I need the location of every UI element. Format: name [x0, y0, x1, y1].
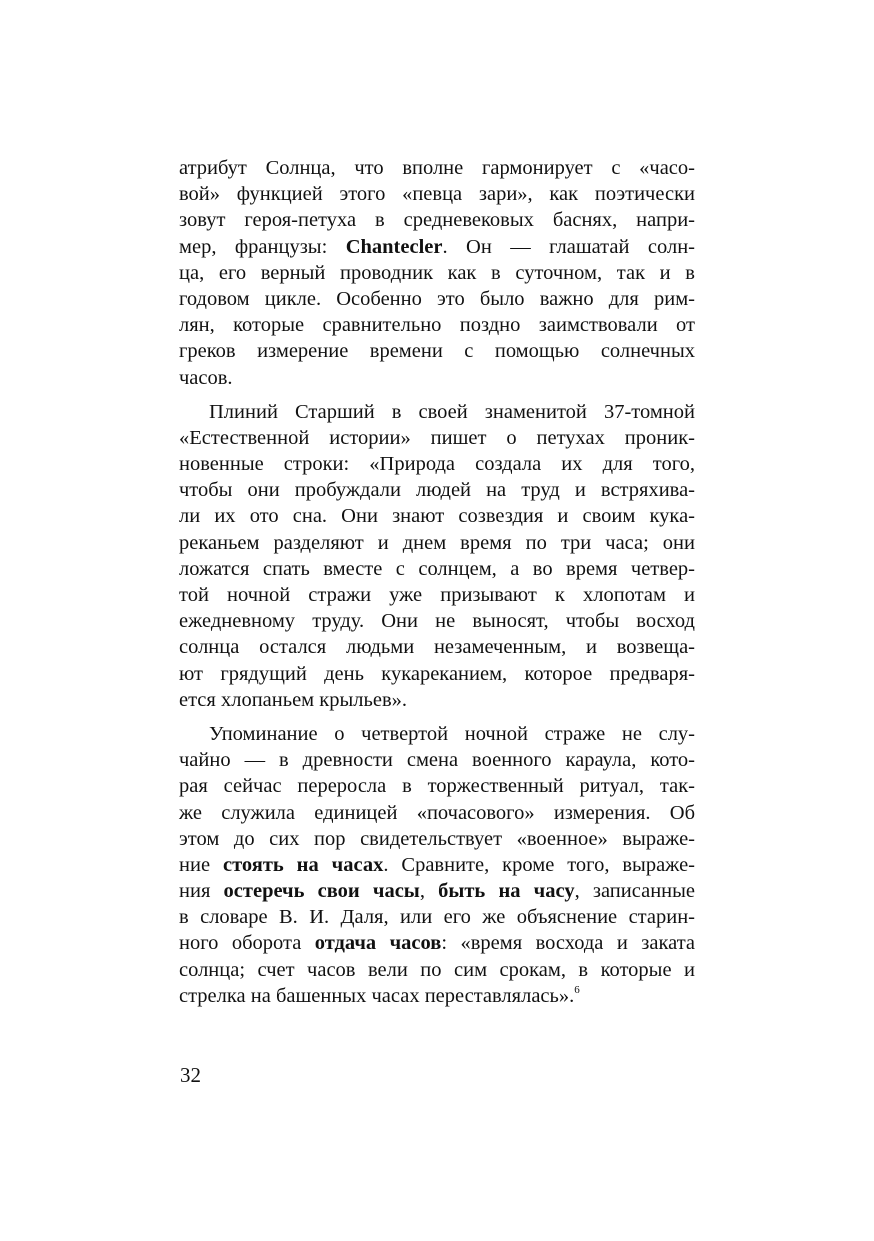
- footnote-marker: 6: [574, 983, 580, 996]
- text-line: [179, 556, 695, 582]
- text-segment: ли их ото сна. Они знают созвездия и своим кука-: [179, 505, 695, 528]
- text-line: [179, 477, 695, 503]
- text-segment: реканьем разделяют и днем время по три часа; они: [179, 531, 695, 554]
- text-segment: Плиний Старший в своей знаменитой 37-томной: [209, 400, 695, 423]
- text-line: [179, 451, 695, 477]
- text-line: [179, 207, 695, 233]
- text-segment: греков измерение времени с помощью солнечных: [179, 340, 695, 363]
- bold-term: стоять на часах: [222, 853, 384, 876]
- text-segment: стрелка на башенных часах переставлялась».: [179, 984, 575, 1007]
- text-segment: : «время восхода и заката: [441, 932, 695, 955]
- text-segment: же служила единицей «почасового» измерения. Об: [179, 801, 695, 824]
- text-segment: ется хлопаньем крыльев».: [179, 688, 407, 711]
- bold-term: Chantecler: [345, 235, 443, 258]
- text-line: [179, 773, 695, 799]
- text-segment: часов.: [179, 366, 233, 389]
- text-segment: ,: [419, 880, 439, 903]
- text-segment: Упоминание о четвертой ночной страже не слу-: [209, 722, 695, 745]
- text-segment: в словаре В. И. Даля, или его же объяснение старин-: [179, 906, 695, 929]
- text-segment: чтобы они пробуждали людей на труд и встряхива-: [179, 479, 695, 502]
- body-text: [179, 155, 695, 1009]
- bold-term: отдача часов: [314, 932, 442, 955]
- text-line: [179, 365, 695, 391]
- text-line: [179, 930, 695, 956]
- text-line: [179, 234, 695, 260]
- text-line: [179, 661, 695, 687]
- text-segment: «Естественной истории» пишет о петухах проник-: [179, 426, 695, 449]
- text-segment: . Он — глашатай солн-: [442, 235, 695, 258]
- text-line: [179, 181, 695, 207]
- text-line: [179, 260, 695, 286]
- text-segment: ния: [179, 880, 224, 903]
- text-line: [179, 852, 695, 878]
- text-line: [179, 425, 695, 451]
- text-segment: вой» функцией этого «певца зари», как поэтически: [179, 183, 695, 206]
- text-segment: ца, его верный проводник как в суточном, так и в: [179, 261, 695, 284]
- text-line: [179, 747, 695, 773]
- text-line: [179, 983, 695, 1009]
- text-segment: лян, которые сравнительно поздно заимствовали от: [179, 314, 695, 337]
- text-line: [179, 286, 695, 312]
- text-segment: . Сравните, кроме того, выраже-: [383, 853, 695, 876]
- text-segment: солнца; счет часов вели по сим срокам, в которые и: [179, 958, 695, 981]
- paragraph-gap: [179, 391, 695, 399]
- text-line: [179, 155, 695, 181]
- text-segment: зовут героя-петуха в средневековых баснях, напри-: [179, 209, 695, 232]
- text-segment: ного оборота: [179, 932, 315, 955]
- text-segment: новенные строки: «Природа создала их для того,: [179, 453, 695, 476]
- text-line: [179, 634, 695, 660]
- text-segment: годовом цикле. Особенно это было важно для рим-: [179, 287, 695, 310]
- text-segment: ют грядущий день кукареканием, которое предваря-: [179, 662, 695, 685]
- text-line: [179, 904, 695, 930]
- text-segment: мер, французы:: [179, 235, 346, 258]
- text-line: [179, 399, 695, 425]
- paragraph-gap: [179, 713, 695, 721]
- text-line: [179, 530, 695, 556]
- paragraph: [179, 721, 695, 1009]
- text-line: [179, 721, 695, 747]
- text-line: [179, 826, 695, 852]
- paragraph: [179, 399, 695, 713]
- text-line: [179, 582, 695, 608]
- text-segment: солнца остался людьми незамеченным, и возвеща-: [179, 636, 695, 659]
- paragraph: [179, 155, 695, 391]
- text-segment: чайно — в древности смена военного караула, кото-: [179, 749, 695, 772]
- text-segment: ложатся спать вместе с солнцем, а во время четвер-: [179, 557, 695, 580]
- text-segment: атрибут Солнца, что вполне гармонирует с «часо-: [179, 157, 695, 179]
- text-line: [179, 503, 695, 529]
- text-segment: рая сейчас переросла в торжественный ритуал, так-: [179, 775, 695, 798]
- text-line: [179, 608, 695, 634]
- text-line: [179, 312, 695, 338]
- text-line: [179, 957, 695, 983]
- bold-term: остеречь свои часы: [223, 880, 420, 903]
- text-line: [179, 800, 695, 826]
- text-segment: ежедневному труду. Они не выносят, чтобы восход: [179, 610, 695, 633]
- text-segment: этом до сих пор свидетельствует «военное» выраже-: [179, 827, 695, 850]
- text-line: [179, 687, 695, 713]
- text-segment: ние: [179, 853, 223, 876]
- text-segment: , записанные: [574, 880, 696, 903]
- text-segment: той ночной стражи уже призывают к хлопотам и: [179, 584, 695, 606]
- text-line: [179, 338, 695, 364]
- page-number: 32: [180, 1063, 201, 1087]
- bold-term: быть на часу: [438, 880, 575, 903]
- text-line: [179, 878, 695, 904]
